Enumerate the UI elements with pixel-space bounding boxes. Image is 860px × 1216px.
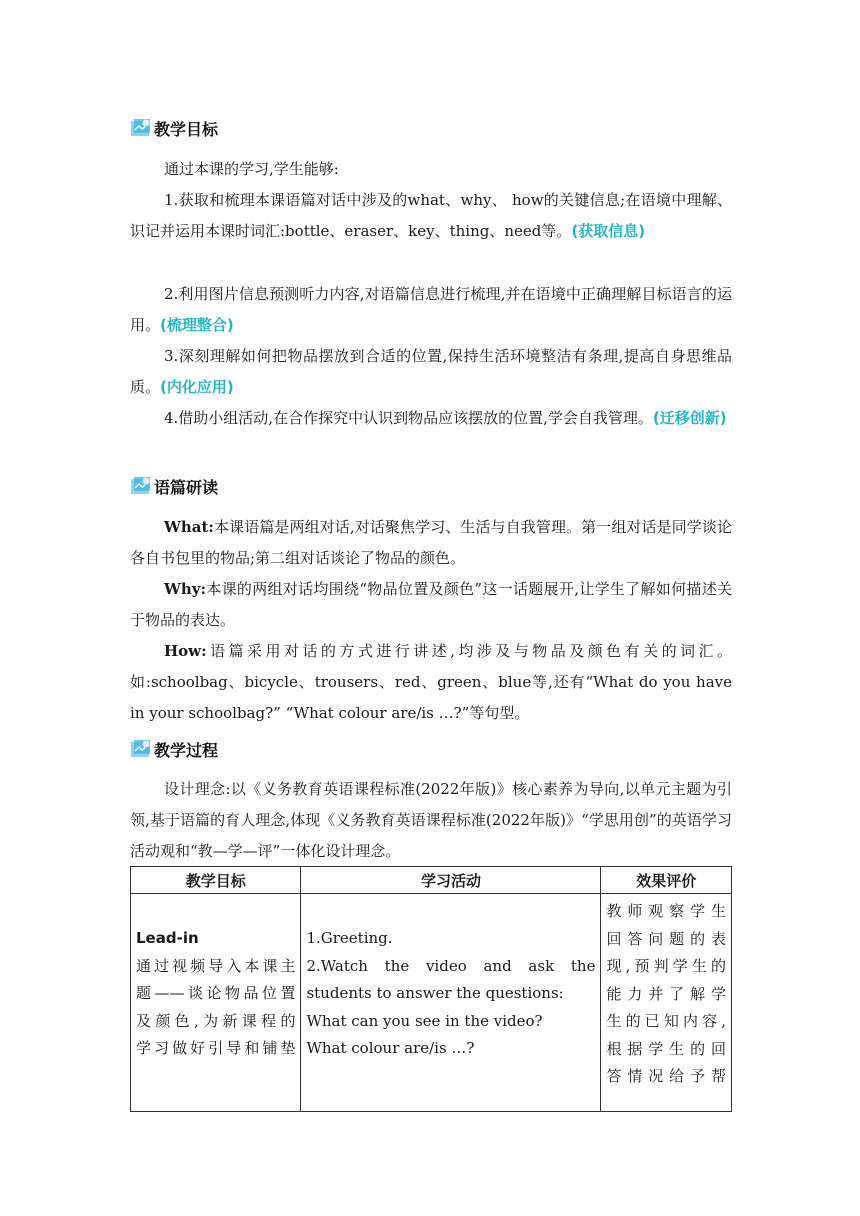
what-text: 本课语篇是两组对话,对话聚焦学习、生活与自我管理。第一组对话是同学谈论各自书包里的物品;第二组对话谈论了物品的颜色。	[130, 518, 732, 567]
goal-item-3	[130, 341, 732, 403]
reading-how	[130, 636, 732, 729]
how-label: How:	[164, 642, 207, 660]
section-title: 教学过程	[154, 740, 219, 760]
evaluation-line: 现,预判学生的	[606, 957, 726, 975]
evaluation-line: 教师观察学生	[606, 902, 726, 920]
how-text: 语篇采用对话的方式进行讲述,均涉及与物品及颜色有关的词汇。如:schoolbag、bicycle、trousers、red、green、blue等,还有“What do you have in your schoolbag?” “What colour are/is …?”等句型。	[130, 642, 732, 722]
process-concept: 设计理念:以《义务教育英语课程标准(2022年版)》核心素养为导向,以单元主题为引领,基于语篇的育人理念,体现《义务教育英语课程标准(2022年版)》“学思用创”的英语学习活动观和“教—学—评”一体化设计理念。	[130, 780, 732, 860]
goal-item-4	[130, 403, 732, 434]
section-heading-reading	[130, 473, 218, 499]
lesson-table	[130, 866, 732, 1112]
section-marker-icon	[130, 739, 152, 759]
why-label: Why:	[164, 580, 207, 598]
section-heading-goals	[130, 115, 218, 141]
goal-text: 2.利用图片信息预测听力内容,对语篇信息进行梳理,并在语境中正确理解目标语言的运用。	[130, 285, 732, 334]
goal-tag: (内化应用)	[160, 378, 234, 396]
what-label: What:	[164, 518, 214, 536]
goal-line: 通过视频导入本课主	[136, 956, 296, 975]
activity-line: 2.Watch the video and ask the	[306, 956, 596, 975]
goal-tag: (迁移创新)	[652, 409, 727, 427]
goal-text: 1.获取和梳理本课语篇对话中涉及的what、why、 how的关键信息;在语境中理解、识记并运用本课时词汇:bottle、eraser、key、thing、need等。	[130, 191, 732, 240]
goal-tag: (梳理整合)	[160, 316, 234, 334]
evaluation-line: 根据学生的回	[606, 1039, 726, 1058]
header-evaluation: 效果评价	[601, 867, 732, 894]
evaluation-cell	[601, 894, 732, 1112]
goal-item-1	[130, 185, 732, 247]
activity-cell	[301, 894, 601, 1112]
activity-line: What can you see in the video?	[306, 1011, 543, 1030]
goal-cell	[131, 894, 301, 1112]
reading-what	[130, 512, 732, 574]
table-row	[131, 894, 732, 1112]
goal-text: 4.借助小组活动,在合作探究中认识到物品应该摆放的位置,学会自我管理。	[164, 409, 653, 427]
goal-item-2	[130, 279, 732, 341]
goal-tag: (获取信息)	[571, 222, 646, 240]
section-title: 教学目标	[154, 119, 219, 139]
goal-line: 题——谈论物品位置	[136, 984, 296, 1002]
goal-line: 及颜色,为新课程的	[136, 1011, 296, 1030]
activity-line: 1.Greeting.	[306, 929, 393, 947]
table-header-row	[131, 867, 732, 894]
evaluation-line: 能力并了解学	[606, 984, 726, 1003]
activity-line: students to answer the questions:	[306, 984, 564, 1002]
why-text: 本课的两组对话均围绕“物品位置及颜色”这一话题展开,让学生了解如何描述关于物品的表达。	[130, 580, 732, 629]
header-activity: 学习活动	[301, 867, 601, 894]
goal-line: 学习做好引导和铺垫	[136, 1039, 296, 1057]
evaluation-line: 回答问题的表	[606, 929, 726, 948]
reading-why	[130, 574, 732, 636]
goals-intro: 通过本课的学习,学生能够:	[164, 160, 339, 178]
activity-line: What colour are/is …?	[306, 1039, 475, 1057]
header-goal: 教学目标	[131, 867, 301, 894]
section-marker-icon	[130, 476, 152, 496]
lead-in-title: Lead-in	[136, 929, 199, 947]
section-title: 语篇研读	[154, 477, 219, 497]
evaluation-line: 生的已知内容,	[606, 1012, 726, 1030]
evaluation-line: 答情况给予帮	[606, 1067, 726, 1085]
section-heading-process	[130, 736, 218, 762]
goal-text: 3.深刻理解如何把物品摆放到合适的位置,保持生活环境整洁有条理,提高自身思维品质。	[130, 347, 732, 396]
section-marker-icon	[130, 118, 152, 138]
